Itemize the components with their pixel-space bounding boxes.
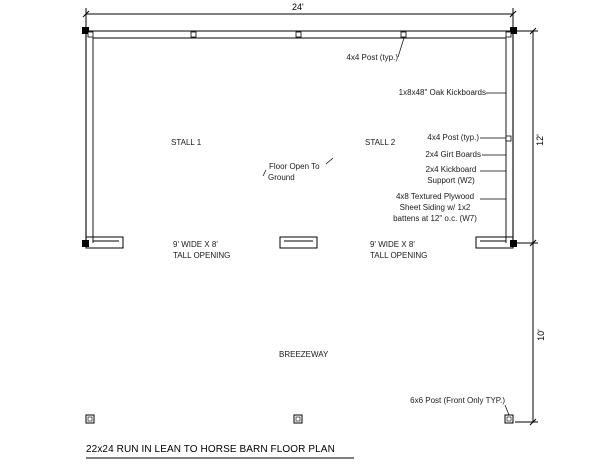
wall-post xyxy=(506,136,511,141)
callout-siding-line1: 4x8 Textured Plywood xyxy=(395,192,475,201)
opening-right-size: 9' WIDE X 8' xyxy=(370,240,415,249)
wall-post xyxy=(88,32,93,37)
left-opening-stub xyxy=(86,237,123,248)
corner-post xyxy=(510,240,517,247)
room-label-breezeway: BREEZEWAY xyxy=(279,350,329,359)
front-post-6x6 xyxy=(294,415,302,423)
leader-floor-note xyxy=(263,170,266,176)
corner-post xyxy=(82,240,89,247)
leader-post-top xyxy=(398,38,404,57)
callout-6x6-post: 6x6 Post (Front Only TYP.) xyxy=(410,396,505,405)
stall-depth-label: 12' xyxy=(534,134,545,146)
front-post-6x6 xyxy=(505,415,513,423)
wall-post xyxy=(506,32,511,37)
callout-siding-line3: battens at 12" o.c. (W7) xyxy=(393,214,477,223)
callout-kickboards: 1x8x48" Oak Kickboards xyxy=(398,88,486,97)
callout-siding-line2: Sheet Siding w/ 1x2 xyxy=(399,203,471,212)
title-underline xyxy=(86,457,356,460)
leader-6x6 xyxy=(505,405,509,415)
right-opening-stub xyxy=(476,237,513,248)
opening-right-height: TALL OPENING xyxy=(370,251,428,260)
wall-post xyxy=(296,32,301,37)
floor-note-line1: Floor Open To xyxy=(269,162,320,171)
room-label-stall-2: STALL 2 xyxy=(365,138,396,147)
callout-kick-support-line1: 2x4 Kickboard xyxy=(425,165,477,174)
callout-post-mid: 4x4 Post (typ.) xyxy=(427,133,479,142)
opening-left-size: 9' WIDE X 8' xyxy=(173,240,218,249)
wall-post xyxy=(191,32,196,37)
drawing-title: 22x24 RUN IN LEAN TO HORSE BARN FLOOR PLAN xyxy=(86,444,335,455)
room-label-stall-1: STALL 1 xyxy=(171,138,202,147)
callout-kick-support-line2: Support (W2) xyxy=(427,176,475,185)
opening-left-height: TALL OPENING xyxy=(173,251,231,260)
breezeway-depth-label: 10' xyxy=(535,329,546,341)
floor-note-line2: Ground xyxy=(268,173,295,182)
callout-post-top: 4x4 Post (typ.) xyxy=(346,53,398,62)
center-opening-stub xyxy=(280,237,317,248)
front-post-6x6 xyxy=(86,415,94,423)
callout-girt-boards: 2x4 Girt Boards xyxy=(425,150,481,159)
wall-post xyxy=(401,32,406,37)
top-dimension-label: 24' xyxy=(292,2,304,12)
